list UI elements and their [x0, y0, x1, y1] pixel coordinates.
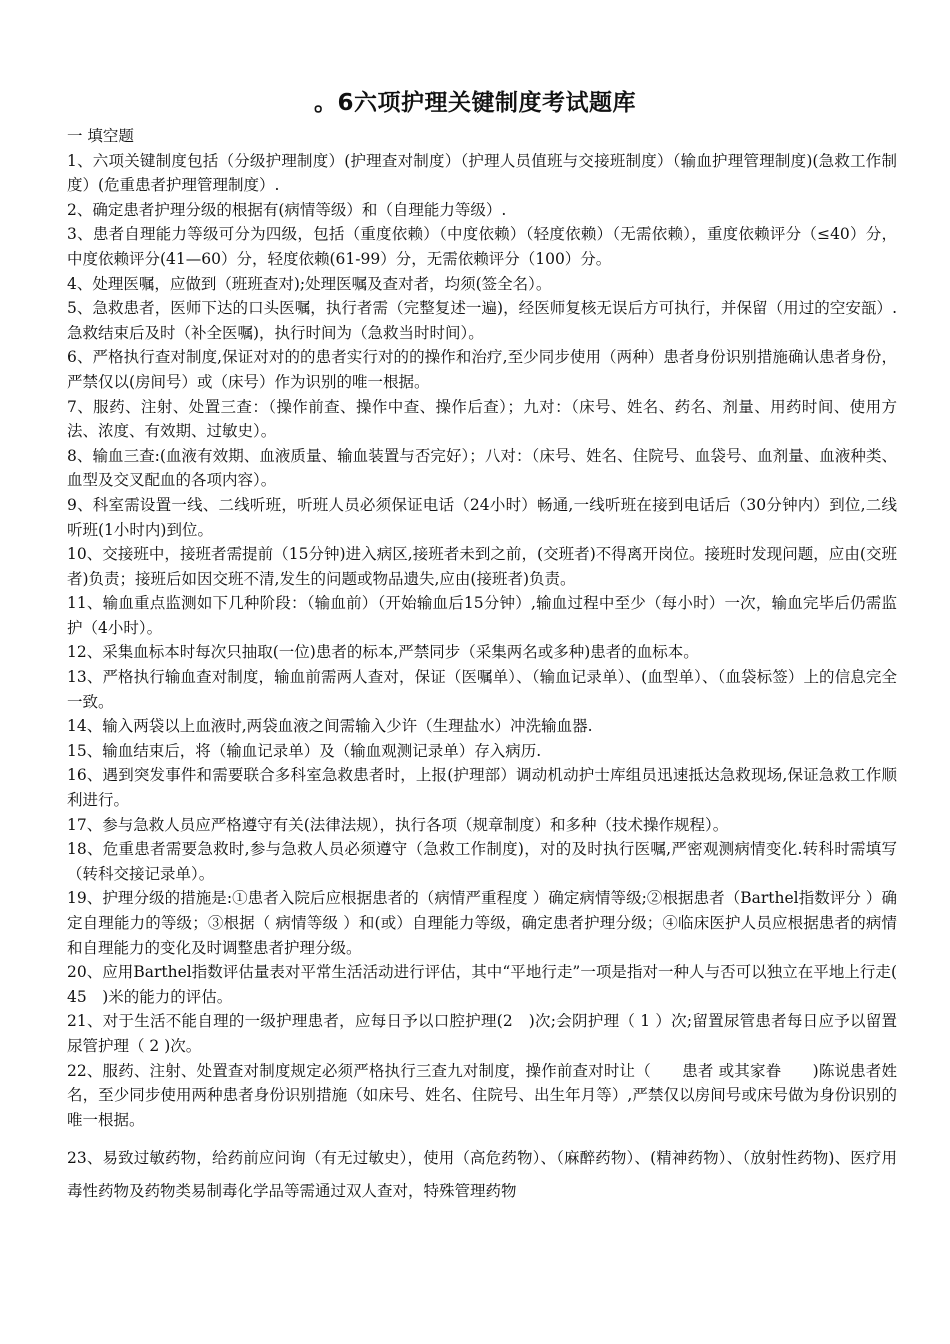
question-19: 19、护理分级的措施是:①患者入院后应根据患者的（病情严重程度 ）确定病情等级;②根据患者（Barthel指数评分 ）确定自理能力的等级；③根据（ 病情等级 ）和(或）自理能力等级，确定患者护理分级；④临床医护人员应根据患者的病情和自理能力的变化及时调整患者护理分级。 [67, 889, 897, 957]
question-18: 18、危重患者需要急救时,参与急救人员必须遵守（急救工作制度)，对的及时执行医嘱,严密观测病情变化.转科时需填写（转科交接记录单）。 [67, 840, 897, 883]
question-20: 20、应用Barthel指数评估量表对平常生活活动进行评估，其中“平地行走”一项是指对一种人与否可以独立在平地上行走( 45 )米的能力的评估。 [67, 963, 913, 1006]
section-heading: 一 填空题 [67, 127, 134, 145]
question-15: 15、输血结束后，将（输血记录单）及（输血观测记录单）存入病历. [67, 741, 542, 760]
question-7: 7、服药、注射、处置三查：（操作前查、操作中查、操作后查）；九对：（床号、姓名、药名、剂量、用药时间、使用方法、浓度、有效期、过敏史）。 [67, 397, 897, 441]
question-2: 2、确定患者护理分级的根据有(病情等级）和（自理能力等级）. [67, 200, 507, 219]
document-title: 。6六项护理关键制度考试题库 [313, 90, 636, 116]
question-8: 8、输血三查:(血液有效期、血液质量、输血装置与否完好）；八对：（床号、姓名、住院号、血袋号、血剂量、血液种类、血型及交叉配血的各项内容）。 [67, 446, 897, 490]
question-21: 21、对于生活不能自理的一级护理患者，应每日予以口腔护理(2 )次;会阴护理（ 1 ）次;留置尿管患者每日应予以留置尿管护理（ 2 )次。 [67, 1012, 897, 1055]
question-13: 13、严格执行输血查对制度，输血前需两人查对，保证（医嘱单）、（输血记录单）、(血型单）、（血袋标签）上的信息完全一致。 [67, 668, 897, 711]
question-1: 1、六项关键制度包括（分级护理制度）(护理查对制度）（护理人员值班与交接班制度）（输血护理管理制度)(急救工作制度）(危重患者护理管理制度）. [67, 151, 897, 195]
question-3: 3、患者自理能力等级可分为四级，包括（重度依赖）（中度依赖）（轻度依赖）（无需依赖），重度依赖评分（≤40）分，中度依赖评分(41—60）分，轻度依赖(61-99）分，无需依赖评分（100）分。 [67, 225, 897, 268]
document-body [67, 124, 913, 1208]
question-10: 10、交接班中，接班者需提前（15分钟)进入病区,接班者未到之前，(交班者)不得离开岗位。接班时发现问题，应由(交班者)负责；接班后如因交班不清,发生的问题或物品遗失,应由(接班者)负责。 [67, 545, 897, 588]
question-17: 17、参与急救人员应严格遵守有关(法律法规），执行各项（规章制度）和多种（技术操作规程）。 [67, 815, 729, 834]
question-6: 6、严格执行查对制度,保证对对的的患者实行对的的操作和治疗,至少同步使用（两种）患者身份识别措施确认患者身份，严禁仅以(房间号）或（床号）作为识别的唯一根据。 [67, 348, 897, 391]
question-14: 14、输入两袋以上血液时,两袋血液之间需输入少许（生理盐水）冲洗输血器. [67, 717, 593, 736]
question-11: 11、输血重点监测如下几种阶段：（输血前）（开始输血后15分钟）,输血过程中至少（每小时）一次，输血完毕后仍需监护（4小时）。 [67, 594, 897, 637]
question-5: 5、急救患者，医师下达的口头医嘱，执行者需（完整复述一遍)，经医师复核无误后方可执行，并保留（用过的空安瓿）.急救结束后及时（补全医嘱)，执行时间为（急救当时时间）。 [67, 299, 897, 342]
question-9: 9、科室需设置一线、二线听班，听班人员必须保证电话（24小时）畅通,一线听班在接到电话后（30分钟内）到位,二线听班(1小时内)到位。 [67, 495, 897, 539]
question-4: 4、处理医嘱，应做到（班班查对);处理医嘱及查对者，均须(签全名）。 [67, 274, 552, 293]
question-23: 23、易致过敏药物，给药前应问询（有无过敏史），使用（高危药物）、（麻醉药物）、(精神药物）、（放射性药物)、医疗用毒性药物及药物类易制毒化学品等需通过双人查对，特殊管理药物 [67, 1149, 897, 1201]
question-16: 16、遇到突发事件和需要联合多科室急救患者时，上报(护理部）调动机动护士库组员迅速抵达急救现场,保证急救工作顺利进行。 [67, 766, 897, 810]
question-12: 12、采集血标本时每次只抽取(一位)患者的标本,严禁同步（采集两名或多种)患者的血标本。 [67, 643, 699, 662]
question-22: 22、服药、注射、处置查对制度规定必须严格执行三查九对制度，操作前查对时让（ 患者 或其家眷 )陈说患者姓名，至少同步使用两种患者身份识别措施（如床号、姓名、住院号、出生年月等）,严禁仅以房间号或床号做为身份识别的唯一根据。 [67, 1061, 897, 1129]
